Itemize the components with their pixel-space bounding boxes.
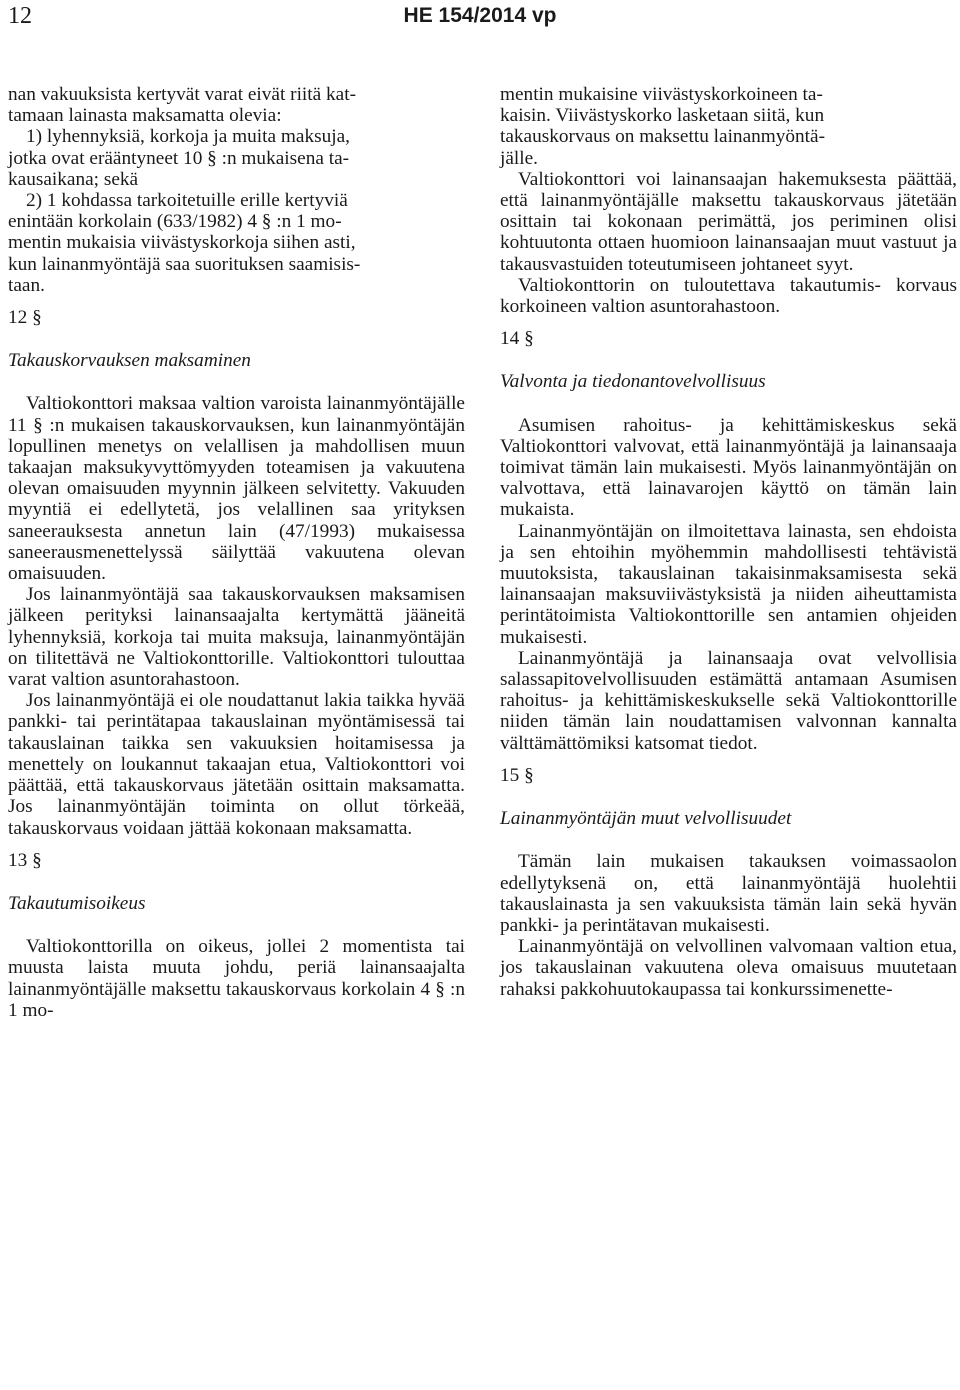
paragraph: Valtiokonttori maksaa valtion varoista lainanmyöntäjälle 11 § :n mukaisen takauskorvauksen, kun lainanmyöntäjän lopullinen menetys on velallisen ja mahdollisen muun takaajan maksukyvyttömyyden toteamisen ja vakuutena olevan omaisuuden myynnin jälkeen selvitetty. Vakuuden myyntiä ei edellytetä, jos velallinen saa yrityksen saneerauksesta annetun lain (47/1993) mukaisessa saneerausmenettelyssä säilyttää vakuutena olevan omaisuuden.	[8, 393, 465, 585]
paragraph: Valtiokonttorilla on oikeus, jollei 2 momentista tai muusta laista muuta johdu, periä lainansaajalta lainanmyöntäjälle maksettu takauskorvaus korkolain 4 § :n 1 mo-	[8, 936, 465, 1021]
section-title: Lainanmyöntäjän muut velvollisuudet	[500, 808, 792, 830]
paragraph: Lainanmyöntäjä ja lainansaaja ovat velvollisia salassapitovelvollisuuden estämättä antamaan Asumisen rahoitus- ja kehittämiskeskukselle sekä Valtiokonttorille niiden tämän lain noudattamisen valvonnan kannalta välttämättömiksi katsomat tiedot.	[500, 647, 957, 754]
intro-list	[8, 84, 465, 296]
paragraph: Valtiokonttorin on tuloutettava takautumis- korvaus korkoineen valtion asuntorahastoon.	[500, 274, 957, 318]
intro-line: enintään korkolain (633/1982) 4 § :n 1 mo-	[8, 211, 342, 233]
section-title: Takauskorvauksen maksaminen	[8, 350, 251, 372]
left-column	[8, 84, 465, 1021]
intro-line: mentin mukaisine viivästyskorkoineen ta-	[500, 84, 823, 105]
right-column	[500, 84, 957, 1000]
intro-line: 2) 1 kohdassa tarkoitetuille erille kertyviä	[26, 190, 348, 212]
section-number: 13 §	[8, 849, 42, 871]
section-number: 12 §	[8, 307, 42, 329]
paragraph: Lainanmyöntäjä on velvollinen valvomaan valtion etua, jos takauslainan vakuutena oleva omaisuus muutetaan rahaksi pakkohuutokaupassa tai konkurssimenette-	[500, 936, 957, 1000]
intro-line: tamaan lainasta maksamatta olevia:	[8, 105, 282, 127]
paragraph: Tämän lain mukaisen takauksen voimassaolon edellytyksenä on, että lainanmyöntäjä huolehtii takauslainasta ja sen vakuuksista tämän lain sekä hyvän pankki- ja perintätavan mukaisesti.	[500, 851, 957, 936]
intro-line: taan.	[8, 274, 45, 296]
page-number: 12	[8, 3, 32, 29]
paragraph: Jos lainanmyöntäjä ei ole noudattanut lakia taikka hyvää pankki- tai perintätapaa takauslainan myöntämisessä tai takauslainan taikka sen vakuuksien hoitamisessa ja menettely on loukannut takaajan etua, Valtiokonttori voi päättää, että takauskorvaus jätetään osittain maksamatta. Jos lainanmyöntäjän toiminta on ollut törkeää, takauskorvaus voidaan jättää kokonaan maksamatta.	[8, 690, 465, 839]
section-number: 14 §	[500, 328, 534, 350]
paragraph: Asumisen rahoitus- ja kehittämiskeskus sekä Valtiokonttori valvovat, että lainanmyöntäjä ja lainansaaja toimivat tämän lain mukaisesti. Myös lainanmyöntäjän on valvottava, että lainavarojen käyttö on tämän lain mukaista.	[500, 414, 957, 521]
intro-line: kausaikana; sekä	[8, 168, 139, 190]
section-title: Takautumisoikeus	[8, 892, 146, 914]
paragraph: Jos lainanmyöntäjä saa takauskorvauksen maksamisen jälkeen perityksi lainansaajalta kertymättä jääneitä lyhennyksiä, korkoja tai muita maksuja, lainanmyöntäjän on tilitettävä ne Valtiokonttorille. Valtiokonttori tulouttaa varat valtion asuntorahastoon.	[8, 584, 465, 691]
paragraph: Valtiokonttori voi lainansaajan hakemuksesta päättää, että lainanmyöntäjälle maksettu takauskorvaus jätetään osittain tai kokonaan perimättä, jos periminen olisi kohtuutonta ottaen huomioon lainansaajan muut vastuut ja takausvastuiden toteutumiseen johtaneet syyt.	[500, 168, 957, 275]
intro-line: kaisin. Viivästyskorko lasketaan siitä, kun	[500, 105, 825, 127]
intro-line: jälle.	[500, 147, 539, 169]
intro-line: jotka ovat erääntyneet 10 § :n mukaisena ta-	[8, 147, 350, 169]
intro-line: nan vakuuksista kertyvät varat eivät riitä kat-	[8, 84, 357, 105]
intro-line: 1) lyhennyksiä, korkoja ja muita maksuja,	[26, 126, 350, 148]
intro-line: mentin mukaisia viivästyskorkoja siihen asti,	[8, 232, 356, 254]
intro-line: kun lainanmyöntäjä saa suorituksen saamisis-	[8, 253, 361, 275]
intro-line: takauskorvaus on maksettu lainanmyöntä-	[500, 126, 826, 148]
paragraph: Lainanmyöntäjän on ilmoitettava lainasta, sen ehdoista ja sen ehtoihin myöhemmin mahdollisesti tehtävistä muutoksista, takauslainan takaisinmaksamisesta sekä lainansaajan maksuviivästyksistä ja niiden aiheuttamista perintätoimista Valtiokonttorille sen antamien ohjeiden mukaisesti.	[500, 520, 957, 648]
document-id: HE 154/2014 vp	[403, 4, 557, 27]
section-number: 15 §	[500, 764, 534, 786]
section-title: Valvonta ja tiedonantovelvollisuus	[500, 371, 766, 393]
